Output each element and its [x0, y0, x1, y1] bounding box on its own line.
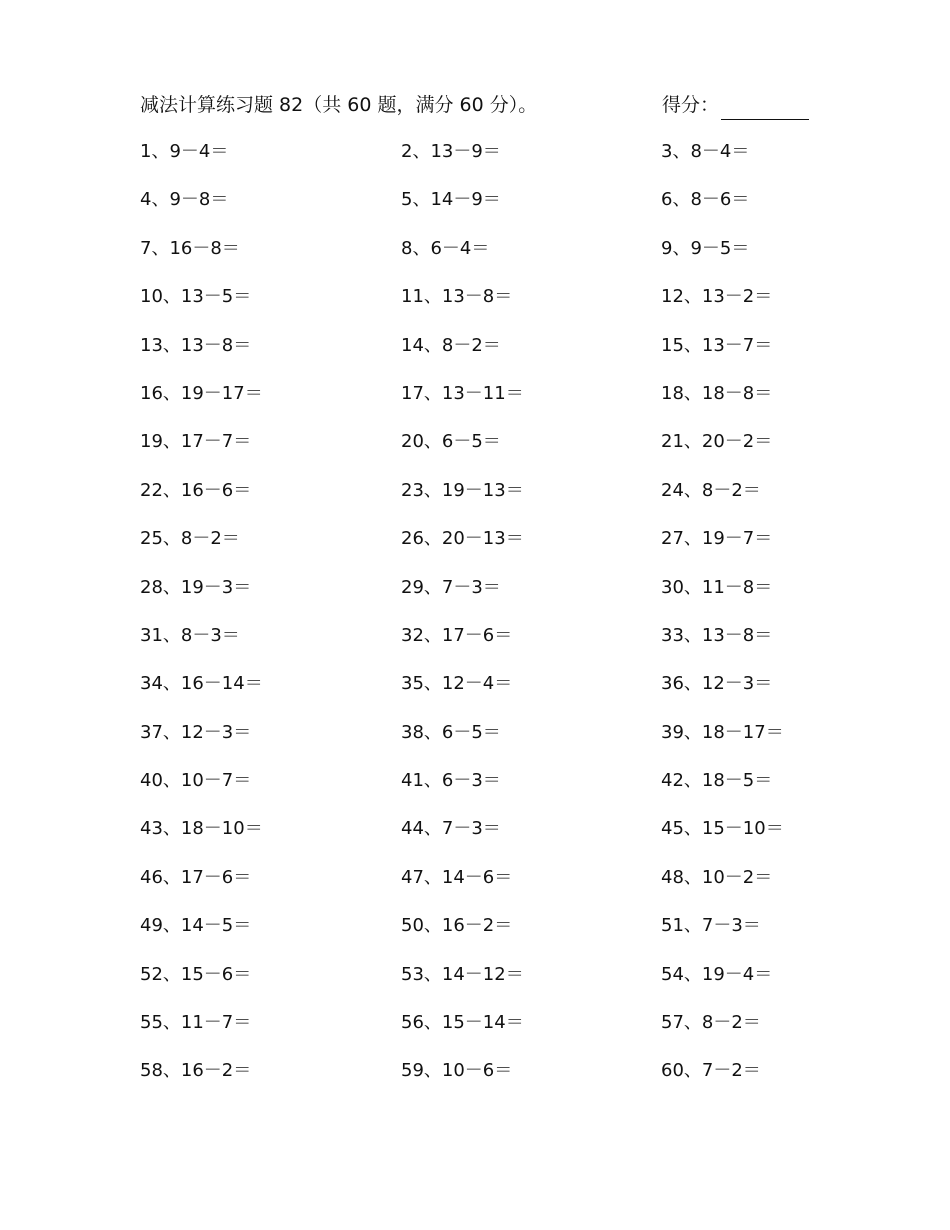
problem-item: 3、8－4＝ [661, 141, 750, 162]
problem-item: 31、8－3＝ [140, 624, 240, 646]
problem-item: 51、7－3＝ [661, 915, 761, 937]
problem-item: 44、7－3＝ [401, 818, 501, 840]
problem-item: 22、16－6＝ [140, 479, 252, 501]
problem-item: 29、7－3＝ [401, 576, 501, 598]
problem-item: 21、20－2＝ [661, 431, 773, 453]
problem-item: 60、7－2＝ [661, 1060, 761, 1082]
score-label: 得分： [662, 94, 720, 116]
problem-grid [140, 137, 840, 1105]
problem-item: 14、8－2＝ [401, 334, 501, 356]
problem-item: 5、14－9＝ [401, 189, 501, 211]
problem-item: 24、8－2＝ [661, 479, 761, 501]
problem-item: 26、20－13＝ [401, 528, 524, 550]
score-blank-line [721, 97, 809, 120]
problem-item: 53、14－12＝ [401, 963, 524, 985]
problem-item: 16、19－17＝ [140, 382, 263, 404]
problem-item: 43、18－10＝ [140, 818, 263, 840]
problem-item: 19、17－7＝ [140, 431, 252, 453]
problem-item: 11、13－8＝ [401, 286, 513, 308]
problem-item: 6、8－6＝ [661, 189, 750, 211]
problem-item: 52、15－6＝ [140, 963, 252, 985]
problem-item: 55、11－7＝ [140, 1012, 252, 1034]
problem-item: 50、16－2＝ [401, 915, 513, 937]
problem-item: 7、16－8＝ [140, 237, 240, 259]
problem-item: 15、13－7＝ [661, 334, 773, 356]
worksheet-header [140, 90, 820, 120]
problem-item: 17、13－11＝ [401, 382, 524, 404]
problem-item: 4、9－8＝ [140, 189, 229, 211]
problem-item: 48、10－2＝ [661, 866, 773, 888]
problem-item: 13、13－8＝ [140, 334, 252, 356]
problem-item: 39、18－17＝ [661, 721, 784, 743]
problem-item: 57、8－2＝ [661, 1012, 761, 1034]
problem-item: 12、13－2＝ [661, 286, 773, 308]
problem-item: 32、17－6＝ [401, 624, 513, 646]
problem-item: 58、16－2＝ [140, 1060, 252, 1082]
problem-item: 20、6－5＝ [401, 431, 501, 453]
problem-item: 49、14－5＝ [140, 915, 252, 937]
problem-item: 35、12－4＝ [401, 673, 513, 695]
score-field [662, 90, 809, 120]
problem-item: 2、13－9＝ [401, 141, 501, 162]
problem-item: 38、6－5＝ [401, 721, 501, 743]
problem-item: 46、17－6＝ [140, 866, 252, 888]
problem-item: 23、19－13＝ [401, 479, 524, 501]
problem-item: 45、15－10＝ [661, 818, 784, 840]
problem-item: 41、6－3＝ [401, 770, 501, 792]
problem-item: 54、19－4＝ [661, 963, 773, 985]
problem-item: 25、8－2＝ [140, 528, 240, 550]
problem-item: 28、19－3＝ [140, 576, 252, 598]
problem-item: 30、11－8＝ [661, 576, 773, 598]
problem-item: 59、10－6＝ [401, 1060, 513, 1082]
problem-item: 37、12－3＝ [140, 721, 252, 743]
problem-item: 18、18－8＝ [661, 382, 773, 404]
problem-item: 47、14－6＝ [401, 866, 513, 888]
problem-item: 34、16－14＝ [140, 673, 263, 695]
problem-item: 56、15－14＝ [401, 1012, 524, 1034]
problem-item: 9、9－5＝ [661, 237, 750, 259]
problem-item: 10、13－5＝ [140, 286, 252, 308]
problem-item: 8、6－4＝ [401, 237, 490, 259]
problem-item: 36、12－3＝ [661, 673, 773, 695]
problem-item: 27、19－7＝ [661, 528, 773, 550]
problem-item: 33、13－8＝ [661, 624, 773, 646]
problem-item: 42、18－5＝ [661, 770, 773, 792]
problem-item: 40、10－7＝ [140, 770, 252, 792]
worksheet-title: 减法计算练习题 82（共 60 题，满分 60 分）。 [140, 94, 538, 116]
problem-item: 1、9－4＝ [140, 141, 229, 162]
